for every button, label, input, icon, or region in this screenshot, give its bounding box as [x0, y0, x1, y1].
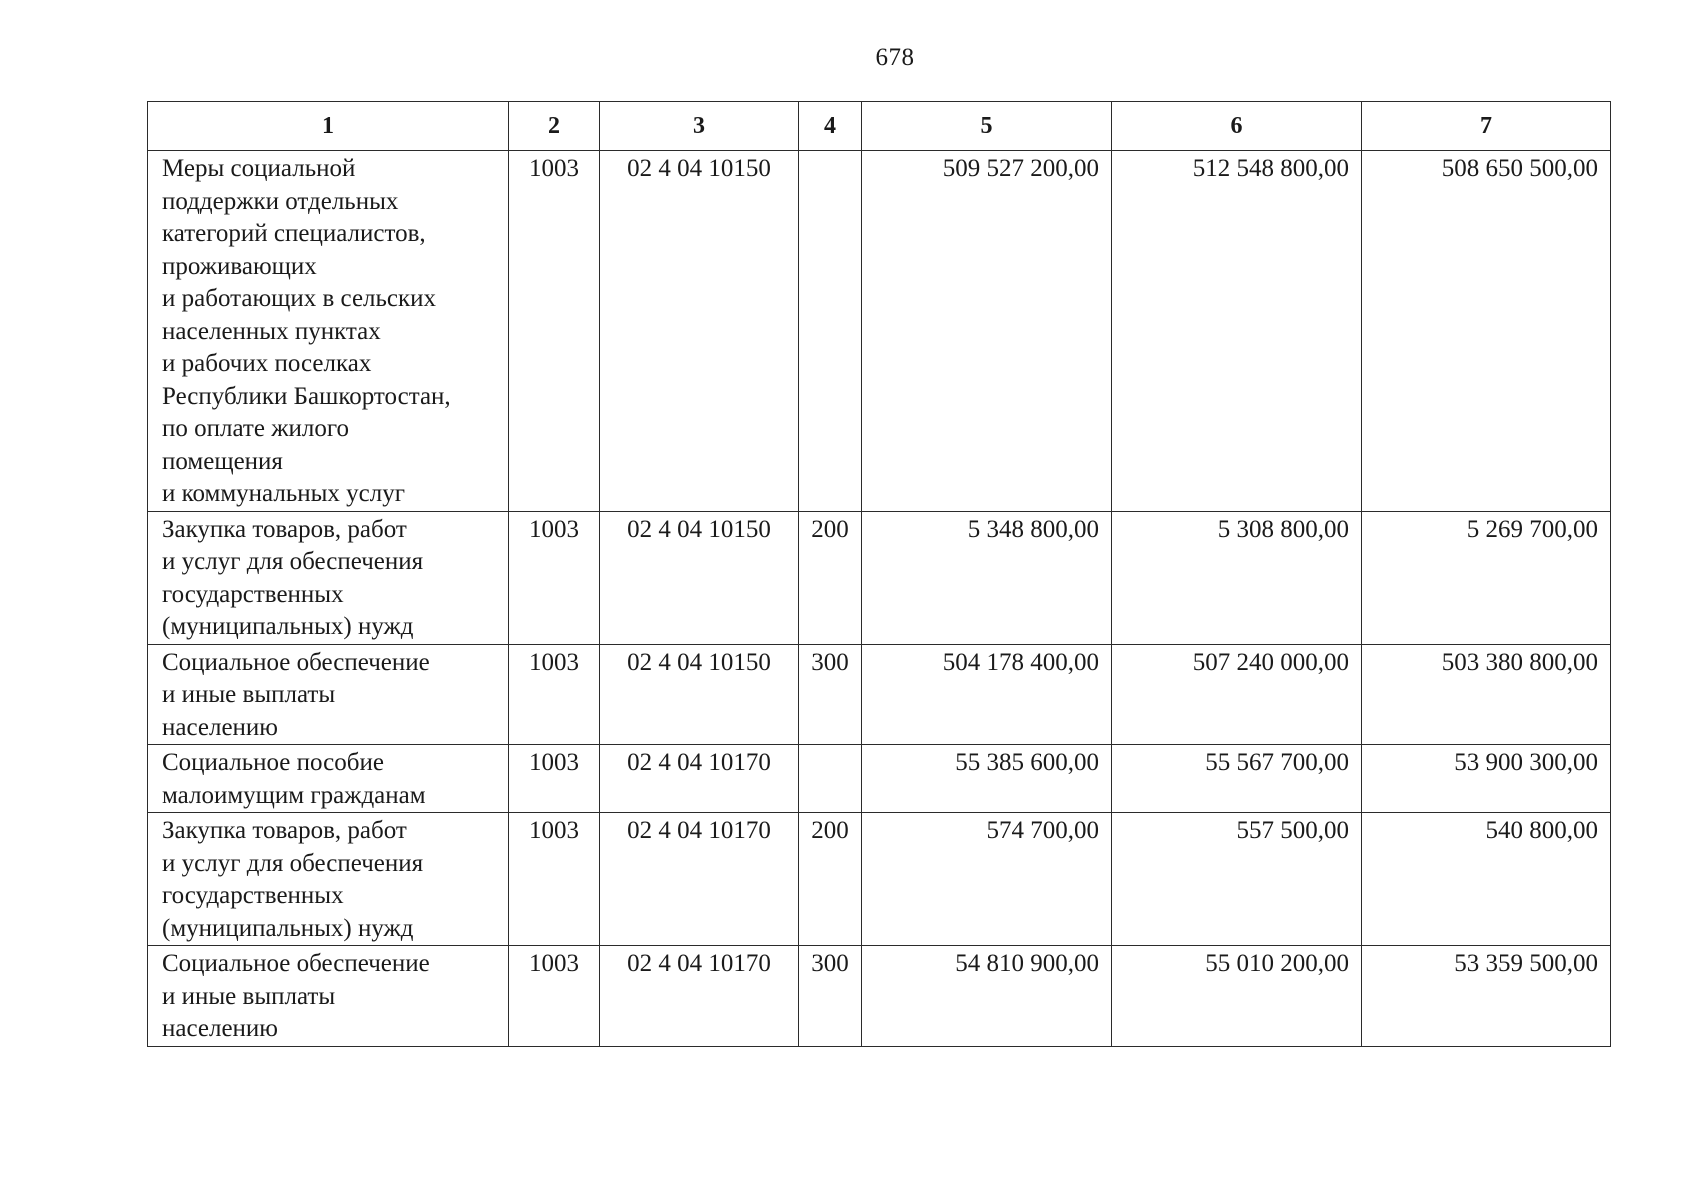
row-name-line: и иные выплаты	[162, 982, 336, 1010]
row-name-line: поддержки отдельных	[162, 187, 399, 215]
expense-type-cell: 300	[799, 644, 862, 745]
target-code-cell: 02 4 04 10150	[600, 151, 799, 512]
row-name-line: Социальное пособие	[162, 749, 384, 776]
row-name-line: Республики Башкортостан,	[162, 382, 451, 410]
column-header: 3	[600, 102, 799, 151]
row-name-line: населенных пунктах	[162, 317, 381, 345]
row-name-line: (муниципальных) нужд	[162, 613, 414, 640]
row-name-line: государственных	[162, 882, 344, 909]
row-name-cell	[148, 946, 509, 1047]
amount-col7-cell: 540 800,00	[1362, 813, 1611, 946]
section-cell: 1003	[509, 946, 600, 1047]
section-cell: 1003	[509, 151, 600, 512]
amount-col6-cell: 557 500,00	[1112, 813, 1362, 946]
amount-col5-cell: 509 527 200,00	[862, 151, 1112, 512]
expense-type-cell	[799, 745, 862, 813]
target-code-cell: 02 4 04 10170	[600, 946, 799, 1047]
row-name-line: и иные выплаты	[162, 681, 336, 708]
row-name-line: Закупка товаров, работ	[162, 515, 407, 543]
table-row	[148, 946, 1611, 1047]
amount-col7-cell: 53 359 500,00	[1362, 946, 1611, 1047]
expense-type-cell: 200	[799, 511, 862, 644]
amount-col5-cell: 54 810 900,00	[862, 946, 1112, 1047]
amount-col6-cell: 55 010 200,00	[1112, 946, 1362, 1047]
row-name-cell	[148, 644, 509, 745]
section-cell: 1003	[509, 511, 600, 644]
budget-table	[147, 101, 1611, 1047]
column-header: 4	[799, 102, 862, 151]
row-name-line: и коммунальных услуг	[162, 480, 405, 507]
table-row	[148, 813, 1611, 946]
amount-col6-cell: 507 240 000,00	[1112, 644, 1362, 745]
row-name-cell	[148, 745, 509, 813]
amount-col7-cell: 508 650 500,00	[1362, 151, 1611, 512]
row-name-line: населению	[162, 1015, 278, 1042]
target-code-cell: 02 4 04 10150	[600, 644, 799, 745]
amount-col6-cell: 512 548 800,00	[1112, 151, 1362, 512]
row-name-line: государственных	[162, 580, 344, 608]
row-name-line: по оплате жилого	[162, 415, 349, 442]
table-row	[148, 511, 1611, 644]
column-header: 6	[1112, 102, 1362, 151]
section-cell: 1003	[509, 745, 600, 813]
amount-col5-cell: 5 348 800,00	[862, 511, 1112, 644]
target-code-cell: 02 4 04 10170	[600, 813, 799, 946]
row-name-line: и рабочих поселках	[162, 350, 372, 377]
header-row	[148, 102, 1611, 151]
table-row	[148, 745, 1611, 813]
row-name-line: малоимущим гражданам	[162, 781, 426, 809]
row-name-line: населению	[162, 713, 278, 741]
row-name-cell	[148, 511, 509, 644]
column-header: 1	[148, 102, 509, 151]
row-name-line: и услуг для обеспечения	[162, 849, 424, 877]
row-name-line: и услуг для обеспечения	[162, 548, 424, 575]
amount-col5-cell: 55 385 600,00	[862, 745, 1112, 813]
amount-col5-cell: 504 178 400,00	[862, 644, 1112, 745]
expense-type-cell: 200	[799, 813, 862, 946]
section-cell: 1003	[509, 813, 600, 946]
row-name-cell	[148, 151, 509, 512]
row-name-line: Меры социальной	[162, 155, 356, 182]
amount-col6-cell: 55 567 700,00	[1112, 745, 1362, 813]
table-row	[148, 644, 1611, 745]
expense-type-cell: 300	[799, 946, 862, 1047]
page-number: 678	[875, 44, 915, 71]
table-row	[148, 151, 1611, 512]
amount-col7-cell: 53 900 300,00	[1362, 745, 1611, 813]
amount-col5-cell: 574 700,00	[862, 813, 1112, 946]
row-name-cell	[148, 813, 509, 946]
row-name-line: проживающих	[162, 252, 317, 280]
amount-col7-cell: 503 380 800,00	[1362, 644, 1611, 745]
column-header: 2	[509, 102, 600, 151]
row-name-line: Социальное обеспечение	[162, 648, 430, 676]
column-header: 5	[862, 102, 1112, 151]
expense-type-cell	[799, 151, 862, 512]
target-code-cell: 02 4 04 10150	[600, 511, 799, 644]
row-name-line: помещения	[162, 447, 283, 475]
amount-col6-cell: 5 308 800,00	[1112, 511, 1362, 644]
column-header: 7	[1362, 102, 1611, 151]
row-name-line: Социальное обеспечение	[162, 950, 430, 977]
row-name-line: категорий специалистов,	[162, 220, 426, 247]
row-name-line: и работающих в сельских	[162, 285, 437, 312]
row-name-line: (муниципальных) нужд	[162, 914, 414, 942]
section-cell: 1003	[509, 644, 600, 745]
target-code-cell: 02 4 04 10170	[600, 745, 799, 813]
amount-col7-cell: 5 269 700,00	[1362, 511, 1611, 644]
row-name-line: Закупка товаров, работ	[162, 817, 407, 844]
